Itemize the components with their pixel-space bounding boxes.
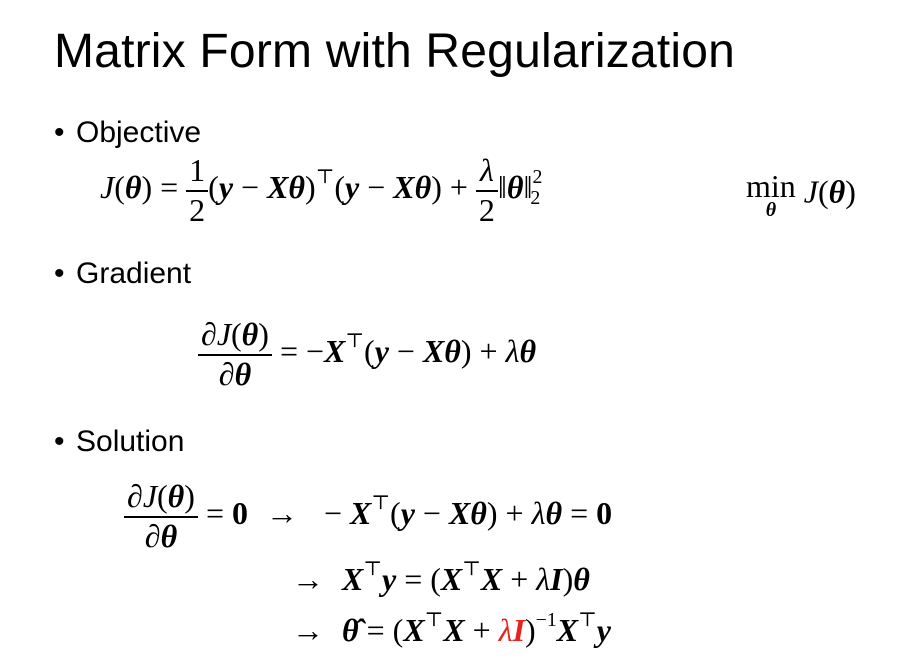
solution-equation-line-1: $\frac{\partial J(\theta)}{\partial\theta}$ = 0 → − X⊤(y − Xθ) + λθ = 0 [124, 480, 612, 553]
solution-equation-line-3: → θ̂ = $(X^⊤X + \lambda I)^{-1}X^⊤y$ [292, 609, 611, 648]
minimize-expression: min θ J(θ) [746, 168, 856, 221]
fraction-partial-J-theta: $\frac{\partial J(\theta)}{\partial\theta}$ [198, 318, 272, 391]
fraction-partial-J-theta: $\frac{\partial J(\theta)}{\partial\theta}$ [124, 480, 198, 553]
bullet-solution [54, 425, 184, 459]
solution-equation-line-2: → X⊤y = (X⊤X + λI)θ [292, 558, 590, 597]
objective-equation: J(θ) = $\frac{1}{2}$ (y − Xθ)⊤(y − Xθ) + $\frac{\lambda}{2}$ ‖θ‖$^2_2$ [100, 152, 543, 228]
bullet-label: Gradient [76, 257, 192, 290]
bullet-objective [54, 116, 201, 150]
bullet-label: Objective [76, 116, 202, 149]
bullet-label: Solution [76, 425, 185, 458]
slide-title: Matrix Form with Regularization [54, 25, 736, 78]
bullet-dot: • [54, 257, 65, 290]
highlighted-lambda-I: λI [498, 612, 526, 648]
fraction-one-half: $\frac{1}{2}$ [186, 154, 208, 227]
bullet-gradient [54, 257, 191, 291]
fraction-lambda-half: $\frac{\lambda}{2}$ [476, 154, 498, 227]
gradient-equation: $\frac{\partial J(\theta)}{\partial\theta}$ = −X⊤(y − Xθ) + λθ [198, 318, 536, 391]
bullet-dot: • [54, 116, 65, 149]
bullet-dot: • [54, 425, 65, 458]
